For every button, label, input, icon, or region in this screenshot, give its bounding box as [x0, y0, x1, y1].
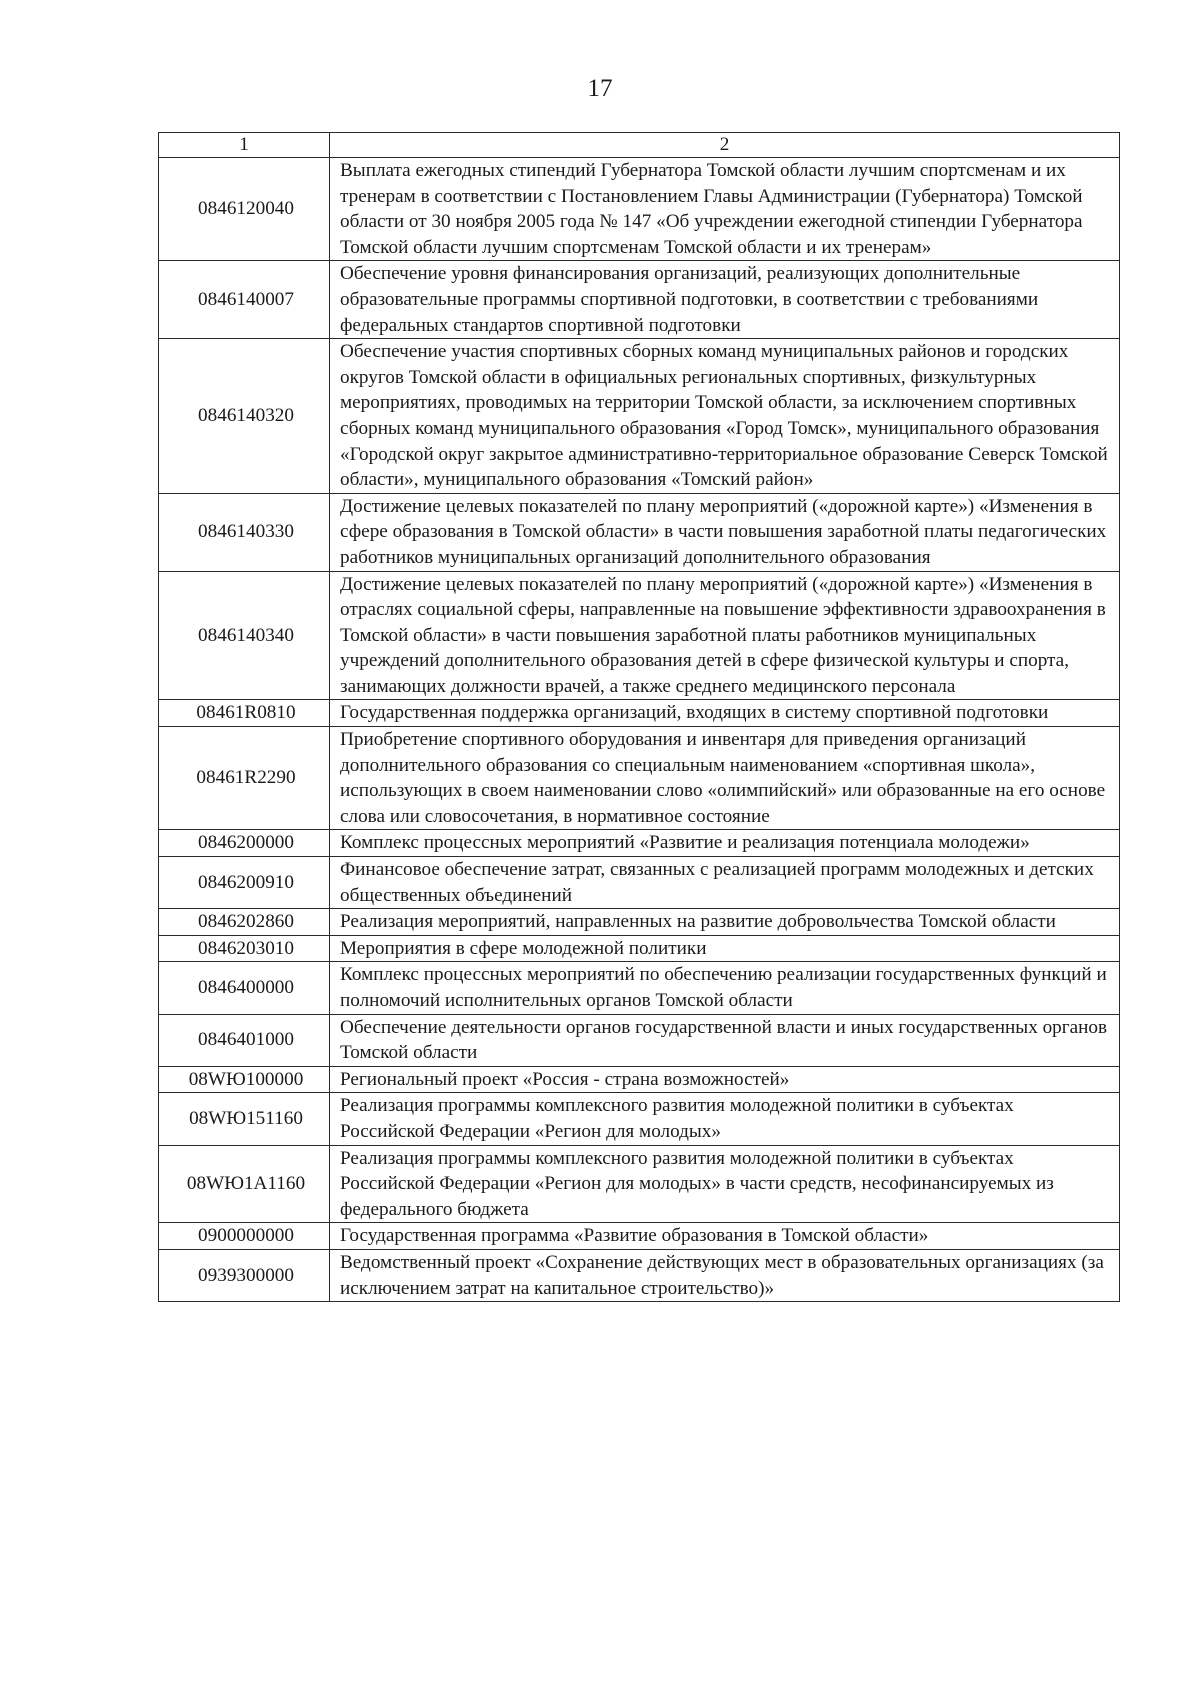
- row-description: Обеспечение деятельности органов государственной власти и иных государственных органов Томской области: [330, 1014, 1120, 1066]
- table-row: [159, 571, 1120, 700]
- table-row: [159, 727, 1120, 830]
- row-code: 0846200000: [159, 830, 330, 857]
- row-description: Реализация программы комплексного развития молодежной политики в субъектах Российской Федерации «Регион для молодых»: [330, 1093, 1120, 1145]
- row-description: Реализация программы комплексного развития молодежной политики в субъектах Российской Федерации «Регион для молодых» в части средств, несофинансируемых из федерального бюджета: [330, 1145, 1120, 1223]
- table-row: [159, 1145, 1120, 1223]
- row-code: 0939300000: [159, 1249, 330, 1301]
- row-code: 08461R0810: [159, 700, 330, 727]
- row-code: 0846140330: [159, 493, 330, 571]
- row-description: Приобретение спортивного оборудования и инвентаря для приведения организаций дополнительного образования со специальным наименованием «спортивная школа», использующих в своем наименовании слово «олимпийский» или образованные на его основе слова или словосочетания, в нормативное состояние: [330, 727, 1120, 830]
- table-row: [159, 339, 1120, 494]
- row-description: Выплата ежегодных стипендий Губернатора Томской области лучшим спортсменам и их тренерам в соответствии с Постановлением Главы Администрации (Губернатора) Томской области от 30 ноября 2005 года № 147 «Об учреждении ежегодной стипендии Губернатора Томской области лучшим спортсменам Томской области и их тренерам»: [330, 158, 1120, 261]
- row-description: Региональный проект «Россия - страна возможностей»: [330, 1066, 1120, 1093]
- row-code: 0846401000: [159, 1014, 330, 1066]
- row-description: Ведомственный проект «Сохранение действующих мест в образовательных организациях (за исключением затрат на капитальное строительство)»: [330, 1249, 1120, 1301]
- row-description: Государственная программа «Развитие образования в Томской области»: [330, 1223, 1120, 1250]
- row-description: Достижение целевых показателей по плану мероприятий («дорожной карте») «Изменения в сфере образования в Томской области» в части повышения заработной платы педагогических работников муниципальных организаций дополнительного образования: [330, 493, 1120, 571]
- row-code: 0846202860: [159, 909, 330, 936]
- row-code: 0846120040: [159, 158, 330, 261]
- table-row: [159, 909, 1120, 936]
- table-row: [159, 261, 1120, 339]
- row-code: 0846140340: [159, 571, 330, 700]
- row-code: 0846140320: [159, 339, 330, 494]
- column-header-code: 1: [159, 133, 330, 158]
- row-description: Обеспечение участия спортивных сборных команд муниципальных районов и городских округов Томской области в официальных региональных спортивных, физкультурных мероприятиях, проводимых на территории Томской области, за исключением спортивных сборных команд муниципального образования «Город Томск», муниципального образования «Городской округ закрытое административно-территориальное образование Северск Томской области», муниципального образования «Томский район»: [330, 339, 1120, 494]
- row-description: Достижение целевых показателей по плану мероприятий («дорожной карте») «Изменения в отраслях социальной сферы, направленные на повышение эффективности здравоохранения в Томской области» в части повышения заработной платы работников муниципальных учреждений дополнительного образования детей в сфере физической культуры и спорта, занимающих должности врачей, а также среднего медицинского персонала: [330, 571, 1120, 700]
- table-row: [159, 857, 1120, 909]
- row-description: Государственная поддержка организаций, входящих в систему спортивной подготовки: [330, 700, 1120, 727]
- table-row: [159, 1249, 1120, 1301]
- table-row: [159, 493, 1120, 571]
- table-row: [159, 962, 1120, 1014]
- row-code: 0900000000: [159, 1223, 330, 1250]
- table-header-row: [159, 133, 1120, 158]
- page-number: 17: [587, 75, 613, 102]
- table-row: [159, 830, 1120, 857]
- column-header-description: 2: [330, 133, 1120, 158]
- table-row: [159, 1066, 1120, 1093]
- row-code: 0846400000: [159, 962, 330, 1014]
- row-code: 0846200910: [159, 857, 330, 909]
- row-description: Финансовое обеспечение затрат, связанных с реализацией программ молодежных и детских общественных объединений: [330, 857, 1120, 909]
- row-description: Комплекс процессных мероприятий «Развитие и реализация потенциала молодежи»: [330, 830, 1120, 857]
- table-row: [159, 1223, 1120, 1250]
- table-row: [159, 935, 1120, 962]
- row-description: Обеспечение уровня финансирования организаций, реализующих дополнительные образовательные программы спортивной подготовки, в соответствии с требованиями федеральных стандартов спортивной подготовки: [330, 261, 1120, 339]
- table-row: [159, 158, 1120, 261]
- row-code: 08WЮ100000: [159, 1066, 330, 1093]
- table-row: [159, 700, 1120, 727]
- row-code: 08WЮ151160: [159, 1093, 330, 1145]
- row-description: Реализация мероприятий, направленных на развитие добровольчества Томской области: [330, 909, 1120, 936]
- row-description: Комплекс процессных мероприятий по обеспечению реализации государственных функций и полномочий исполнительных органов Томской области: [330, 962, 1120, 1014]
- row-code: 0846140007: [159, 261, 330, 339]
- row-code: 08461R2290: [159, 727, 330, 830]
- budget-code-table: [158, 132, 1120, 1302]
- row-code: 0846203010: [159, 935, 330, 962]
- table-row: [159, 1014, 1120, 1066]
- row-description: Мероприятия в сфере молодежной политики: [330, 935, 1120, 962]
- row-code: 08WЮ1A1160: [159, 1145, 330, 1223]
- table-row: [159, 1093, 1120, 1145]
